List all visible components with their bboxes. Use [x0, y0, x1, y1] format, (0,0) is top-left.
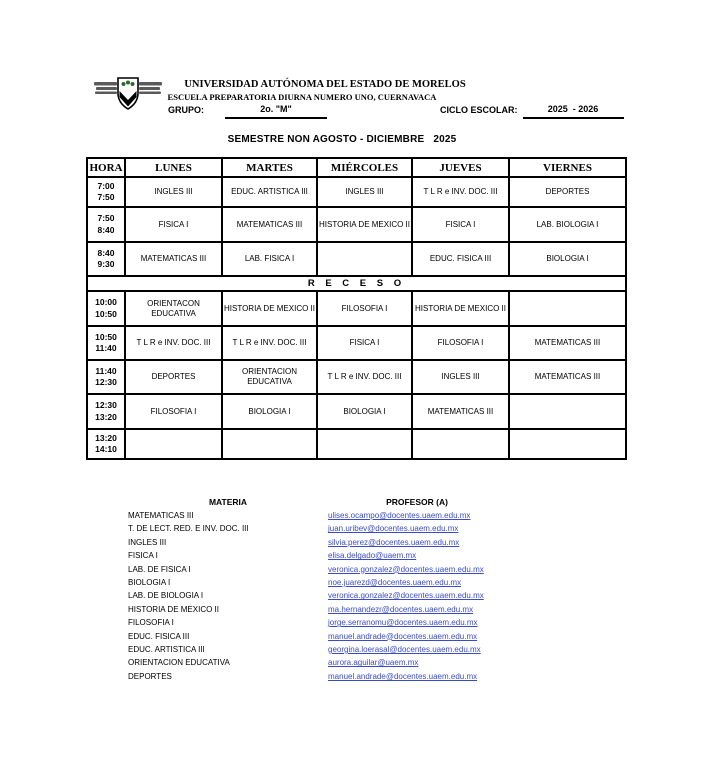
time-end: 11:40: [95, 343, 117, 353]
col-header-jueves: JUEVES: [412, 158, 509, 177]
profesor-header: PROFESOR (A): [386, 497, 448, 507]
timetable-header-row: [87, 158, 626, 177]
subject-cell: [125, 429, 222, 459]
grupo-underline: [225, 117, 327, 119]
subject-cell: INGLES III: [317, 177, 412, 207]
timetable-row: [87, 429, 626, 459]
staff-list: [128, 511, 548, 685]
timetable-row: [87, 207, 626, 242]
subject-cell: T L R e INV. DOC. III: [317, 360, 412, 394]
grupo-value: 2o. "M": [260, 104, 292, 114]
time-end: 8:40: [97, 224, 115, 235]
subject-cell: [412, 429, 509, 459]
profesor-email-link[interactable]: manuel.andrade@docentes.uaem.edu.mx: [328, 671, 478, 681]
staff-row: [128, 511, 548, 524]
subject-cell: [509, 291, 626, 326]
subject-cell: FISICA I: [412, 207, 509, 242]
staff-row: [128, 591, 548, 604]
staff-row: [128, 605, 548, 618]
materia-label: BIOLOGIA I: [128, 577, 171, 587]
time-cell: [87, 291, 125, 326]
materia-label: DEPORTES: [128, 671, 172, 681]
subject-cell: FILOSOFIA I: [412, 326, 509, 360]
subject-cell: [509, 394, 626, 429]
time-start: 7:00: [97, 180, 115, 191]
time-cell: [87, 242, 125, 276]
subject-cell: EDUC. FISICA III: [412, 242, 509, 276]
timetable-row: [87, 326, 626, 360]
time-end: 7:50: [97, 192, 115, 202]
materia-label: HISTORIA DE MEXICO II: [128, 604, 219, 614]
time-end: 14:10: [95, 444, 117, 454]
receso-cell: R E C E S O: [87, 276, 626, 291]
timetable-row: [87, 242, 626, 276]
subject-cell: [222, 429, 317, 459]
subject-cell: HISTORIA DE MEXICO II: [222, 291, 317, 326]
materia-label: MATEMATICAS III: [128, 511, 194, 520]
profesor-email-link[interactable]: ulises.ocampo@docentes.uaem.edu.mx: [328, 511, 471, 520]
timetable: [86, 157, 627, 460]
time-start: 10:50: [95, 331, 117, 342]
materia-label: FILOSOFIA I: [128, 618, 174, 628]
subject-cell: [317, 429, 412, 459]
subject-cell: ORIENTACION EDUCATIVA: [222, 360, 317, 394]
subject-cell: MATEMATICAS III: [125, 242, 222, 276]
subject-cell: DEPORTES: [509, 177, 626, 207]
materia-label: EDUC. FISICA III: [128, 631, 190, 641]
materia-label: INGLES III: [128, 537, 167, 547]
subject-cell: FISICA I: [125, 207, 222, 242]
profesor-email-link[interactable]: elisa.delgado@uaem.mx: [328, 551, 417, 561]
profesor-email-link[interactable]: noe.juarezd@docentes.uaem.edu.mx: [328, 577, 462, 587]
time-start: 13:20: [95, 432, 117, 443]
materia-label: LAB. DE FISICA I: [128, 564, 191, 574]
subject-cell: BIOLOGIA I: [222, 394, 317, 429]
time-end: 12:30: [95, 377, 117, 387]
profesor-email-link[interactable]: aurora.aguilar@uaem.mx: [328, 658, 419, 668]
time-start: 10:00: [95, 297, 117, 308]
subject-cell: HISTORIA DE MEXICO II: [317, 207, 412, 242]
timetable-row: [87, 291, 626, 326]
time-start: 11:40: [95, 365, 117, 376]
subject-cell: MATEMATICAS III: [412, 394, 509, 429]
materia-label: T. DE LECT. RED. E INV. DOC. III: [128, 524, 249, 534]
timetable-row: [87, 394, 626, 429]
materia-label: FISICA I: [128, 551, 158, 561]
staff-row: [128, 645, 548, 658]
subject-cell: [509, 429, 626, 459]
subject-cell: [317, 242, 412, 276]
time-cell: [87, 360, 125, 394]
ciclo-escolar-label: CICLO ESCOLAR:: [440, 105, 518, 115]
staff-row: [128, 524, 548, 537]
profesor-email-link[interactable]: manuel.andrade@docentes.uaem.edu.mx: [328, 631, 478, 641]
subject-cell: HISTORIA DE MEXICO II: [412, 291, 509, 326]
time-end: 10:50: [95, 308, 117, 319]
staff-row: [128, 578, 548, 591]
subject-cell: MATEMATICAS III: [509, 326, 626, 360]
col-header-hora: HORA: [87, 158, 125, 177]
col-header-miercoles: MIÉRCOLES: [317, 158, 412, 177]
time-cell: [87, 177, 125, 207]
ciclo-escolar-value: 2025 - 2026: [547, 104, 599, 114]
subject-cell: T L R e INV. DOC. III: [125, 326, 222, 360]
staff-row: [128, 632, 548, 645]
grupo-label: GRUPO:: [168, 105, 204, 115]
profesor-email-link[interactable]: juan.uribev@docentes.uaem.edu.mx: [328, 524, 459, 534]
time-start: 8:40: [97, 247, 115, 258]
staff-row: [128, 565, 548, 578]
university-name: UNIVERSIDAD AUTÓNOMA DEL ESTADO DE MORELOS: [184, 79, 466, 90]
profesor-email-link[interactable]: georgina.loerasal@docentes.uaem.edu.mx: [328, 644, 481, 654]
subject-cell: LAB. FISICA I: [222, 242, 317, 276]
subject-cell: LAB. BIOLOGIA I: [509, 207, 626, 242]
time-start: 7:50: [97, 213, 115, 224]
subject-cell: DEPORTES: [125, 360, 222, 394]
profesor-email-link[interactable]: veronica.gonzalez@docentes.uaem.edu.mx: [328, 564, 484, 574]
subject-cell: INGLES III: [412, 360, 509, 394]
col-header-martes: MARTES: [222, 158, 317, 177]
subject-cell: MATEMATICAS III: [509, 360, 626, 394]
subject-cell: INGLES III: [125, 177, 222, 207]
time-start: 12:30: [95, 400, 117, 411]
subject-cell: EDUC. ARTISTICA III: [222, 177, 317, 207]
materia-label: LAB. DE BIOLOGIA I: [128, 591, 204, 601]
subject-cell: FILOSOFIA I: [125, 394, 222, 429]
school-name: ESCUELA PREPARATORIA DIURNA NUMERO UNO, CUERNAVACA: [167, 92, 437, 102]
time-cell: [87, 207, 125, 242]
col-header-viernes: VIERNES: [509, 158, 626, 177]
materia-label: ORIENTACION EDUCATIVA: [128, 658, 230, 668]
staff-row: [128, 618, 548, 631]
time-end: 13:20: [95, 411, 117, 422]
materia-label: EDUC. ARTISTICA III: [128, 644, 205, 654]
profesor-email-link[interactable]: silvia.perez@docentes.uaem.edu.mx: [328, 537, 460, 547]
subject-cell: FISICA I: [317, 326, 412, 360]
staff-row: [128, 551, 548, 564]
profesor-email-link[interactable]: veronica.gonzalez@docentes.uaem.edu.mx: [328, 591, 484, 601]
subject-cell: FILOSOFIA I: [317, 291, 412, 326]
subject-cell: T L R e INV. DOC. III: [222, 326, 317, 360]
subject-cell: BIOLOGIA I: [509, 242, 626, 276]
staff-row: [128, 658, 548, 671]
timetable-row: [87, 177, 626, 207]
time-end: 9:30: [97, 259, 115, 269]
materia-header: MATERIA: [208, 497, 248, 507]
staff-row: [128, 672, 548, 685]
subject-cell: T L R e INV. DOC. III: [412, 177, 509, 207]
receso-row: [87, 276, 626, 291]
time-cell: [87, 429, 125, 459]
time-cell: [87, 394, 125, 429]
ciclo-escolar-underline: [523, 117, 624, 119]
timetable-row: [87, 360, 626, 394]
profesor-email-link[interactable]: ma.hernandezr@docentes.uaem.edu.mx: [328, 604, 474, 614]
time-cell: [87, 326, 125, 360]
subject-cell: MATEMATICAS III: [222, 207, 317, 242]
subject-cell: BIOLOGIA I: [317, 394, 412, 429]
staff-row: [128, 538, 548, 551]
semester-title: SEMESTRE NON AGOSTO - DICIEMBRE 2025: [227, 134, 457, 145]
subject-cell: ORIENTACON EDUCATIVA: [125, 291, 222, 326]
col-header-lunes: LUNES: [125, 158, 222, 177]
profesor-email-link[interactable]: jorge.serranomu@docentes.uaem.edu.mx: [328, 618, 478, 628]
